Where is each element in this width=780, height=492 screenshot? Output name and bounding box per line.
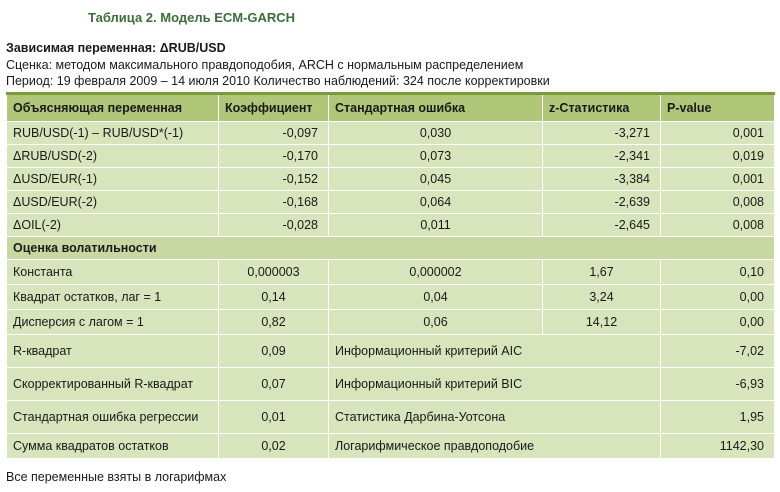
table-row [7,260,775,285]
cell-z-stat: 14,12 [543,310,661,335]
table-row [7,145,775,168]
cell-variable: ΔUSD/EUR(-1) [7,168,219,191]
cell-coefficient: -0,152 [219,168,329,191]
table-row [7,122,775,145]
cell-coefficient: 0,14 [219,285,329,310]
cell-coefficient: -0,097 [219,122,329,145]
cell-std-error: 0,045 [329,168,543,191]
cell-z-stat: -2,639 [543,191,661,214]
table-row [7,401,775,434]
cell-coefficient: -0,170 [219,145,329,168]
stat-value: 0,07 [219,368,329,401]
cell-variable: RUB/USD(-1) – RUB/USD*(-1) [7,122,219,145]
cell-coefficient: -0,168 [219,191,329,214]
table-row [7,285,775,310]
stat-value: 0,02 [219,434,329,459]
stat-label: Скорректированный R-квадрат [7,368,219,401]
cell-z-stat: -2,645 [543,214,661,237]
stat-label: Логарифмическое правдоподобие [329,434,661,459]
header-row [7,94,775,122]
cell-p-value: 0,008 [661,191,775,214]
stat-label: Статистика Дарбина-Уотсона [329,401,661,434]
stat-value: -7,02 [661,335,775,368]
results-table [6,92,775,459]
cell-z-stat: -3,271 [543,122,661,145]
header-std-error: Стандартная ошибка [329,94,543,122]
table-row [7,214,775,237]
cell-coefficient: 0,82 [219,310,329,335]
cell-p-value: 0,019 [661,145,775,168]
cell-coefficient: -0,028 [219,214,329,237]
cell-std-error: 0,000002 [329,260,543,285]
cell-z-stat: -3,384 [543,168,661,191]
cell-variable: Константа [7,260,219,285]
cell-variable: Дисперсия с лагом = 1 [7,310,219,335]
cell-z-stat: -2,341 [543,145,661,168]
cell-p-value: 0,008 [661,214,775,237]
cell-variable: Квадрат остатков, лаг = 1 [7,285,219,310]
cell-std-error: 0,064 [329,191,543,214]
footnote: Все переменные взяты в логарифмах [6,470,227,484]
stat-label: Информационный критерий AIC [329,335,661,368]
stat-value: 0,09 [219,335,329,368]
sample-period: Период: 19 февраля 2009 – 14 июля 2010 Количество наблюдений: 324 после корректировки [6,74,550,88]
cell-variable: ΔRUB/USD(-2) [7,145,219,168]
header-p-value: P-value [661,94,775,122]
cell-p-value: 0,00 [661,285,775,310]
cell-p-value: 0,00 [661,310,775,335]
stat-value: 1142,30 [661,434,775,459]
cell-std-error: 0,04 [329,285,543,310]
table-title: Таблица 2. Модель ECM-GARCH [88,10,296,25]
cell-p-value: 0,001 [661,122,775,145]
stat-value: -6,93 [661,368,775,401]
stat-label: Стандартная ошибка регрессии [7,401,219,434]
cell-std-error: 0,011 [329,214,543,237]
dependent-variable: Зависимая переменная: ΔRUB/USD [6,41,226,55]
stat-label: R-квадрат [7,335,219,368]
estimation-method: Сценка: методом максимального правдоподобия, ARCH с нормальным распределением [6,58,524,72]
cell-variable: ΔUSD/EUR(-2) [7,191,219,214]
cell-variable: ΔOIL(-2) [7,214,219,237]
cell-std-error: 0,030 [329,122,543,145]
cell-p-value: 0,001 [661,168,775,191]
section-title: Оценка волатильности [7,237,775,260]
header-coefficient: Коэффициент [219,94,329,122]
stat-value: 0,01 [219,401,329,434]
table-row [7,335,775,368]
cell-std-error: 0,06 [329,310,543,335]
cell-z-stat: 3,24 [543,285,661,310]
stat-label: Сумма квадратов остатков [7,434,219,459]
cell-std-error: 0,073 [329,145,543,168]
table-row [7,191,775,214]
header-variable: Объясняющая переменная [7,94,219,122]
table-row [7,434,775,459]
section-row [7,237,775,260]
cell-p-value: 0,10 [661,260,775,285]
cell-coefficient: 0,000003 [219,260,329,285]
stat-label: Информационный критерий BIC [329,368,661,401]
table-row [7,368,775,401]
cell-z-stat: 1,67 [543,260,661,285]
header-z-stat: z-Статистика [543,94,661,122]
table-row [7,310,775,335]
table-row [7,168,775,191]
stat-value: 1,95 [661,401,775,434]
